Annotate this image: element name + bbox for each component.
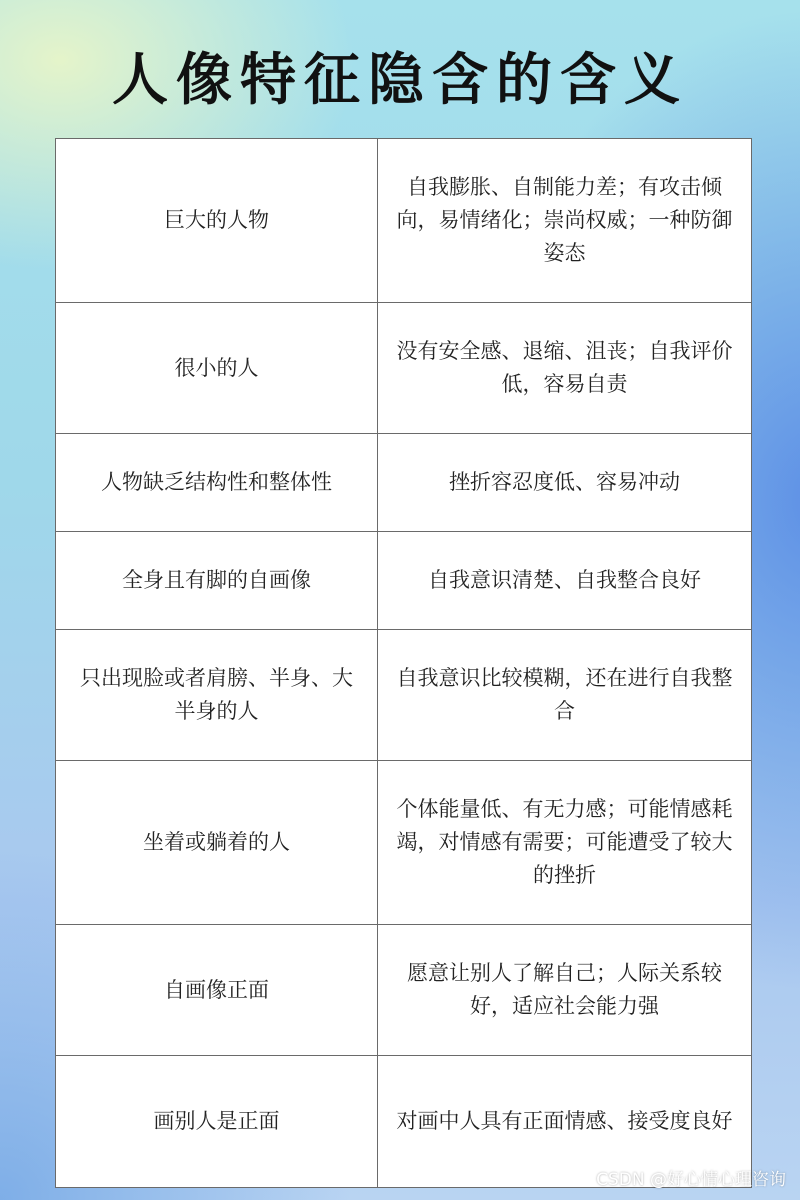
feature-cell: 只出现脸或者肩膀、半身、大半身的人 — [56, 630, 378, 761]
feature-cell: 人物缺乏结构性和整体性 — [56, 434, 378, 532]
table-row — [56, 434, 752, 532]
feature-cell: 全身且有脚的自画像 — [56, 532, 378, 630]
feature-cell: 画别人是正面 — [56, 1056, 378, 1188]
table-row — [56, 925, 752, 1056]
table-row — [56, 532, 752, 630]
table-row — [56, 761, 752, 925]
meaning-cell: 挫折容忍度低、容易冲动 — [378, 434, 752, 532]
meaning-cell: 自我意识清楚、自我整合良好 — [378, 532, 752, 630]
watermark: CSDN @好心情心理咨询 — [596, 1170, 786, 1190]
table-row — [56, 630, 752, 761]
page-title: 人像特征隐含的含义 — [112, 47, 688, 113]
feature-cell: 坐着或躺着的人 — [56, 761, 378, 925]
feature-cell: 很小的人 — [56, 303, 378, 434]
meaning-table — [55, 138, 751, 1187]
meaning-cell: 个体能量低、有无力感；可能情感耗竭，对情感有需要；可能遭受了较大的挫折 — [378, 761, 752, 925]
table-row — [56, 139, 752, 303]
table-row — [56, 303, 752, 434]
meaning-cell: 愿意让别人了解自己；人际关系较好，适应社会能力强 — [378, 925, 752, 1056]
feature-cell: 自画像正面 — [56, 925, 378, 1056]
meaning-cell: 自我意识比较模糊，还在进行自我整合 — [378, 630, 752, 761]
feature-cell: 巨大的人物 — [56, 139, 378, 303]
meaning-cell: 对画中人具有正面情感、接受度良好 — [378, 1056, 752, 1188]
meaning-cell: 自我膨胀、自制能力差；有攻击倾向，易情绪化；崇尚权威；一种防御姿态 — [378, 139, 752, 303]
meaning-cell: 没有安全感、退缩、沮丧；自我评价低，容易自责 — [378, 303, 752, 434]
